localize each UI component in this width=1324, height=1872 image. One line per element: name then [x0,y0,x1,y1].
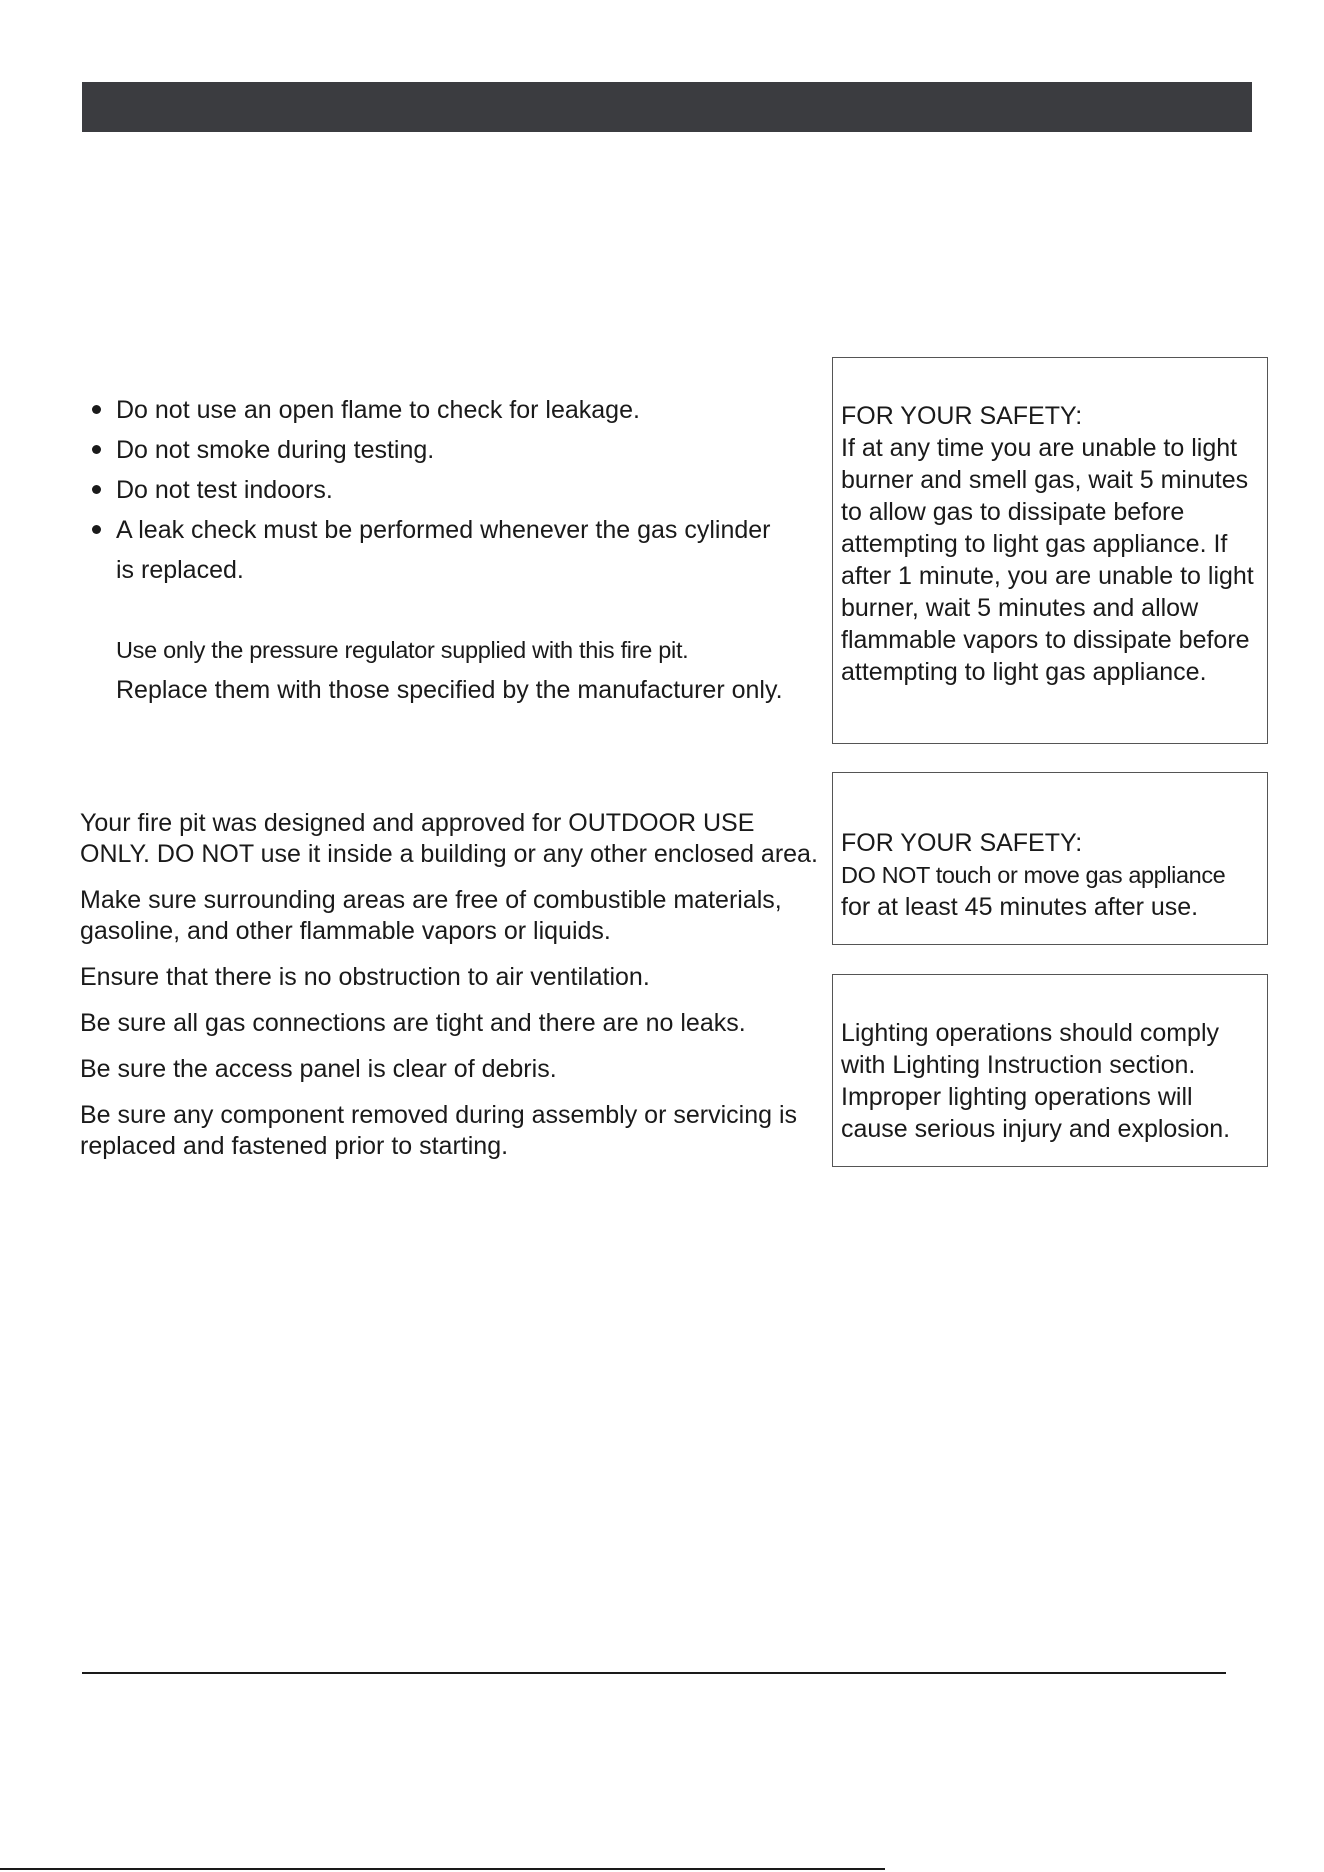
header-bar [82,82,1252,132]
paragraph: Be sure the access panel is clear of debris. [80,1055,557,1083]
safety-text: for at least 45 minutes after use. [841,893,1199,921]
safety-text: DO NOT touch or move gas appliance [841,862,1226,888]
paragraph: Be sure any component removed during assembly or servicing is replaced and fastened prior to starting. [80,1101,798,1160]
safety-text: If at any time you are unable to light burner and smell gas, wait 5 minutes to allow gas to dissipate before attempting to light gas appliance. If after 1 minute, you are unable to light burner, wait 5 minutes and allow flammable vapors to dissipate before attempting to light gas appliance. [841,434,1254,686]
regulator-line: Replace them with those specified by the manufacturer only. [116,676,783,704]
list-item: Do not test indoors. [92,470,792,510]
regulator-note [116,630,796,710]
safety-heading: FOR YOUR SAFETY: [841,402,1083,430]
footer-divider [0,1868,885,1870]
list-item: A leak check must be performed whenever the gas cylinder is replaced. [92,510,792,590]
safety-box-lighting [832,974,1268,1167]
paragraph: Your fire pit was designed and approved for OUTDOOR USE ONLY. DO NOT use it inside a building or any other enclosed area. [80,809,818,868]
paragraph: Be sure all gas connections are tight and there are no leaks. [80,1009,746,1037]
list-item: Do not use an open flame to check for leakage. [92,390,792,430]
safety-box-after-use [832,772,1268,945]
bottom-divider [82,1672,1226,1674]
outdoor-use-notes [80,808,820,1177]
regulator-line: Use only the pressure regulator supplied with this fire pit. [116,637,689,663]
list-item: Do not smoke during testing. [92,430,792,470]
safety-text: Lighting operations should comply with Lighting Instruction section. Improper lighting operations will cause serious injury and explosion. [841,1019,1231,1143]
bullet-icon [92,485,101,494]
leak-test-precautions [92,390,792,590]
bullet-icon [92,405,101,414]
paragraph: Make sure surrounding areas are free of combustible materials, gasoline, and other flammable vapors or liquids. [80,886,782,945]
paragraph: Ensure that there is no obstruction to air ventilation. [80,963,650,991]
bullet-icon [92,525,101,534]
safety-box-smell-gas [832,357,1268,744]
safety-heading: FOR YOUR SAFETY: [841,829,1083,857]
bullet-icon [92,445,101,454]
